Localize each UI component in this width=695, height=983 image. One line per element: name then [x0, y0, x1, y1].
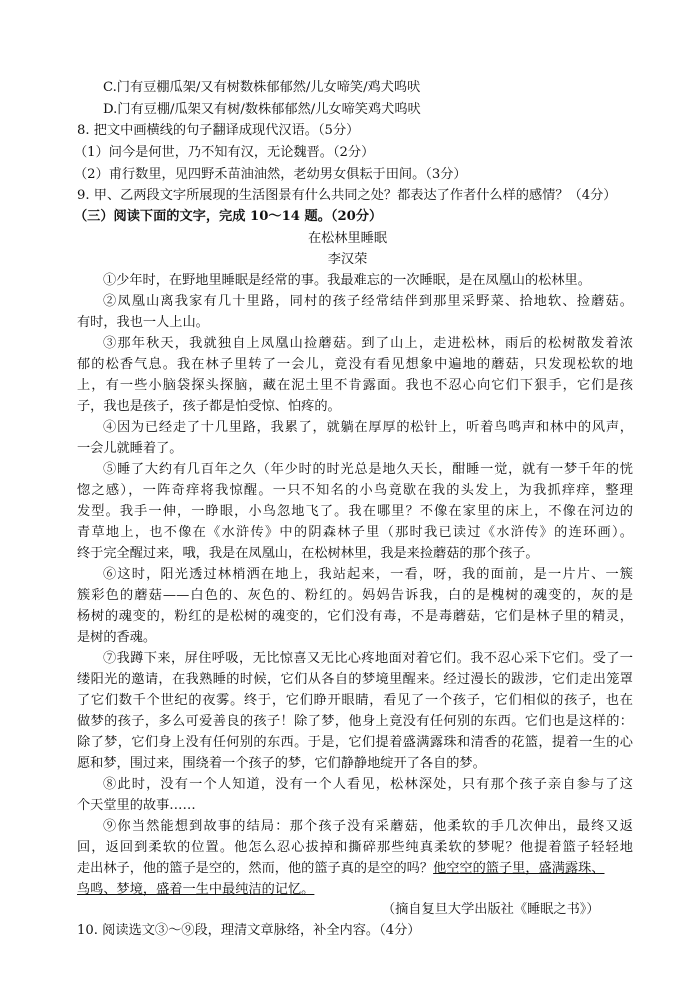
paragraph-5-line-2: 惚之感），一阵奇痒将我惊醒。一只不知名的小鸟竟歇在我的头发上，为我抓痒痒，整理: [77, 483, 633, 498]
paragraph-6-line-1: ⑥这时，阳光透过林梢洒在地上，我站起来，一看，呀，我的面前，是一片片、一簇: [103, 567, 633, 582]
paragraph-6-line-4: 是树的香魂。: [77, 630, 157, 645]
paragraph-7-line-1: ⑦我蹲下来，屏住呼吸，无比惊喜又无比心疼地面对着它们。我不忍心采下它们。受了一: [103, 651, 633, 666]
paragraph-7-line-6: 愿和梦，围过来，围绕着一个孩子的梦，它们静静地绽开了各自的梦。: [77, 756, 486, 771]
paragraph-7-line-2: 缕阳光的邀请，在我熟睡的时候，它们从各自的梦境里醒来。经过漫长的跋涉，它们走出笼罩: [77, 672, 633, 687]
question-8: 8. 把文中画横线的句子翻译成现代汉语。（5分）: [77, 123, 360, 138]
paragraph-5-line-1: ⑤睡了大约有几百年之久（年少时的时光总是地久天长，酣睡一觉，就有一梦千年的恍: [103, 462, 633, 477]
paragraph-3-line-1: ③那年秋天，我就独自上凤凰山捡蘑菇。到了山上，走进松林，雨后的松树散发着浓: [103, 336, 633, 351]
paragraph-3-line-3: 上，有一些小脑袋探头探脑，藏在泥土里不肯露面。我也不忍心向它们下狠手，它们是孩: [77, 378, 633, 393]
paragraph-8-line-2: 个天堂里的故事……: [77, 798, 196, 813]
paragraph-9-line-3-text: 走出林子，他的篮子是空的，然而，他的篮子真的是空的吗？: [77, 861, 434, 876]
article-source: （摘自复旦大学出版社《睡眠之书》）: [382, 902, 600, 917]
question-8-sentence-1: （1）问今是何世，乃不知有汉，无论魏晋。（2分）: [74, 145, 375, 160]
paragraph-3-line-4: 子，我也是孩子，孩子都是怕受惊、怕疼的。: [77, 399, 341, 414]
question-9: 9. 甲、乙两段文字所展现的生活图景有什么共同之处？都表达了作者什么样的感情？（4分）: [77, 188, 617, 203]
paragraph-1: ①少年时，在野地里睡眠是经常的事。我最难忘的一次睡眠，是在凤凰山的松林里。: [103, 273, 591, 288]
paragraph-6-line-3: 杨树的魂变的，粉红的是松树的魂变的，它们没有毒，不是毒蘑菇，它们是林子里的精灵，: [77, 609, 633, 624]
option-c: C.门有豆棚瓜架/又有树数株郁郁然/儿女啼笑/鸡犬呜吠: [103, 80, 421, 95]
paragraph-2-line-2: 有时，我也一人上山。: [77, 315, 209, 330]
paragraph-3-line-2: 郁的松香气息。我在林子里转了一会儿，竟没有看见想象中遍地的蘑菇，只发现松软的地: [77, 357, 633, 372]
paragraph-8-line-1: ⑧此时，没有一个人知道，没有一个人看见，松林深处，只有那个孩子亲自参与了这: [103, 777, 633, 792]
question-8-sentence-2: （2）甫行数里，见四野禾苗油油然，老幼男女俱耘于田间。（3分）: [74, 167, 467, 182]
article-title: 在松林里睡眠: [307, 231, 388, 246]
question-10: 10. 阅读选文③～⑨段，理清文章脉络，补全内容。（4分）: [77, 923, 421, 938]
paragraph-9-line-3: [77, 859, 605, 879]
paragraph-9-line-1: ⑨你当然能想到故事的结局：那个孩子没有采蘑菇，他柔软的手几次伸出，最终又返: [103, 819, 633, 834]
paragraph-6-line-2: 簇彩色的蘑菇——白色的、灰色的、粉红的。妈妈告诉我，白的是槐树的魂变的，灰的是: [77, 588, 633, 603]
paragraph-7-line-5: 除了梦，它们身上没有任何别的东西。于是，它们提着盛满露珠和清香的花篮，提着一生的心: [77, 735, 633, 750]
option-d: D.门有豆棚/瓜架又有树/数株郁郁然/儿女啼笑鸡犬呜吠: [103, 102, 421, 117]
paragraph-7-line-4: 做梦的孩子，多么可爱善良的孩子！除了梦，他身上竟没有任何别的东西。它们也是这样的：: [77, 714, 633, 729]
underlined-sentence-part-1: 他空空的篮子里，盛满露珠、: [433, 861, 605, 876]
paragraph-5-line-3: 发型。我手一伸，一睁眼，小鸟忽地飞了。我在哪里？不像在家里的床上，不像在河边的: [77, 504, 633, 519]
article-author: 李汉荣: [327, 252, 368, 267]
underlined-sentence-part-2: 鸟鸣、梦境，盛着一生中最纯洁的记忆。: [77, 882, 315, 897]
section-3-heading: （三）阅读下面的文字，完成 10～14 题。（20分）: [74, 209, 383, 224]
paragraph-5-line-5: 终于完全醒过来，哦，我是在凤凰山，在松树林里，我是来捡蘑菇的那个孩子。: [77, 546, 539, 561]
paragraph-4-line-2: 一会儿就睡着了。: [77, 441, 183, 456]
paragraph-4-line-1: ④因为已经走了十几里路，我累了，就躺在厚厚的松针上，听着鸟鸣声和林中的风声，: [103, 420, 633, 435]
paragraph-2-line-1: ②凤凰山离我家有几十里路，同村的孩子经常结伴到那里采野菜、拾地软、捡蘑菇。: [103, 294, 633, 309]
paragraph-7-line-3: 了它们数千个世纪的夜雾。终于，它们睁开眼睛，看见了一个孩子，它们相似的孩子，也在: [77, 693, 633, 708]
paragraph-5-line-4: 青草地上，也不像在《水浒传》中的阴森林子里（那时我已读过《水浒传》的连环画）。: [77, 525, 633, 540]
paragraph-9-line-2: 回，返回到柔软的位置。他怎么忍心拔掉和撕碎那些纯真柔软的梦呢？他提着篮子轻轻地: [77, 840, 633, 855]
